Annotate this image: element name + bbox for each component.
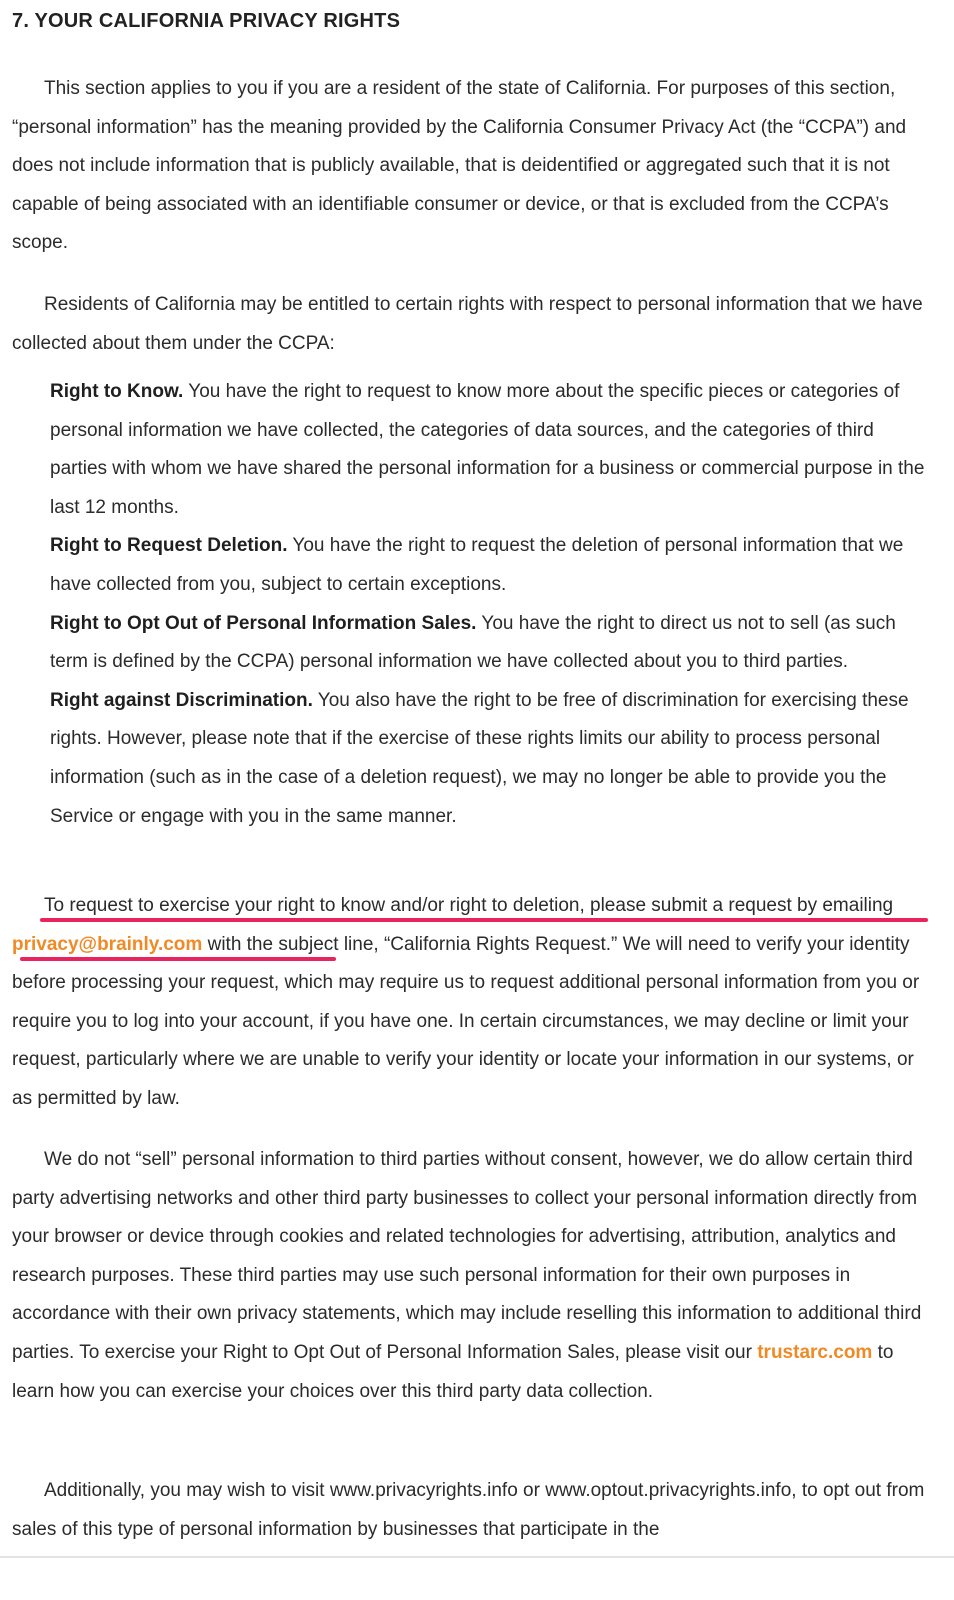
privacy-email-link[interactable]: privacy@brainly.com: [12, 933, 203, 955]
do-not-sell-text-rest: to learn how you can exercise your choices over this third party data collection.: [12, 1341, 894, 1402]
right-title: Right to Know.: [50, 381, 184, 402]
rights-list: [50, 373, 936, 836]
do-not-sell-text-lead: We do not “sell” personal information to third parties without consent, however, we do allow certain third party advertising networks and other third party businesses to collect your personal information directly from your browser or device through cookies and related technologies for advertising, attribution, analytics and research purposes. These third parties may use such personal information for their own purposes in accordance with their own privacy statements, which may include reselling this information to additional third parties. To exercise your Right to Opt Out of Personal Information Sales, please visit our: [12, 1149, 922, 1363]
trustarc-link[interactable]: trustarc.com: [757, 1341, 873, 1363]
paragraph-do-not-sell: [12, 1141, 936, 1411]
right-title: Right to Request Deletion.: [50, 535, 288, 557]
right-description: You have the right to request the deletion of personal information that we have collected from you, subject to certain exceptions.: [50, 535, 904, 595]
request-text-rest: with the subject line, “California Rights Request.” We will need to verify your identity before processing your request, which may require us to request additional personal information from you or require you to log into your account, if you have one. In certain circumstances, we may decline or limit your request, particularly where we are unable to verify your identity or locate your information in our systems, or as permitted by law.: [12, 933, 920, 1109]
paragraph-additional-resources: Additionally, you may wish to visit www.privacyrights.info or www.optout.privacyrights.info, to opt out from sales of this type of personal information by businesses that participate in the: [12, 1480, 925, 1540]
right-title: Right to Opt Out of Personal Information Sales.: [50, 612, 477, 634]
right-description: You also have the right to be free of discrimination for exercising these rights. However, please note that if the exercise of these rights limits our ability to process personal information (such as in the case of a deletion request), we may no longer be able to provide you the Service or engage with you in the same manner.: [50, 689, 909, 827]
right-title: Right against Discrimination.: [50, 689, 313, 711]
right-item-deletion: [50, 527, 936, 604]
paragraph-ccpa-intro: This section applies to you if you are a resident of the state of California. For purposes of this section, “personal information” has the meaning provided by the California Consumer Privacy Act (the “CCPA”) and does not include information that is publicly available, that is deidentified or aggregated such that it is not capable of being associated with an identifiable consumer or device, or that is excluded from the CCPA’s scope.: [12, 78, 907, 254]
right-item-discrimination: [50, 682, 936, 836]
right-description: You have the right to request to know more about the specific pieces or categories of personal information we have collected, the categories of data sources, and the categories of third parties with whom we have shared the personal information for a business or commercial purpose in the last 12 months.: [50, 381, 925, 518]
paragraph-residents-rights: Residents of California may be entitled to certain rights with respect to personal information that we have collected about them under the CCPA:: [12, 294, 923, 354]
right-item-opt-out: [50, 605, 936, 682]
right-description: You have the right to direct us not to sell (as such term is defined by the CCPA) personal information we have collected about you to third parties.: [50, 612, 896, 673]
right-item-know: [50, 373, 936, 527]
highlight-underline-line-1: [40, 918, 928, 922]
request-text-lead: To request to exercise your right to know and/or right to deletion, please submit a request by emailing: [44, 895, 894, 916]
bottom-divider: [0, 1556, 954, 1558]
section-title: 7. YOUR CALIFORNIA PRIVACY RIGHTS: [12, 10, 401, 32]
highlight-underline-line-2: [20, 957, 336, 961]
